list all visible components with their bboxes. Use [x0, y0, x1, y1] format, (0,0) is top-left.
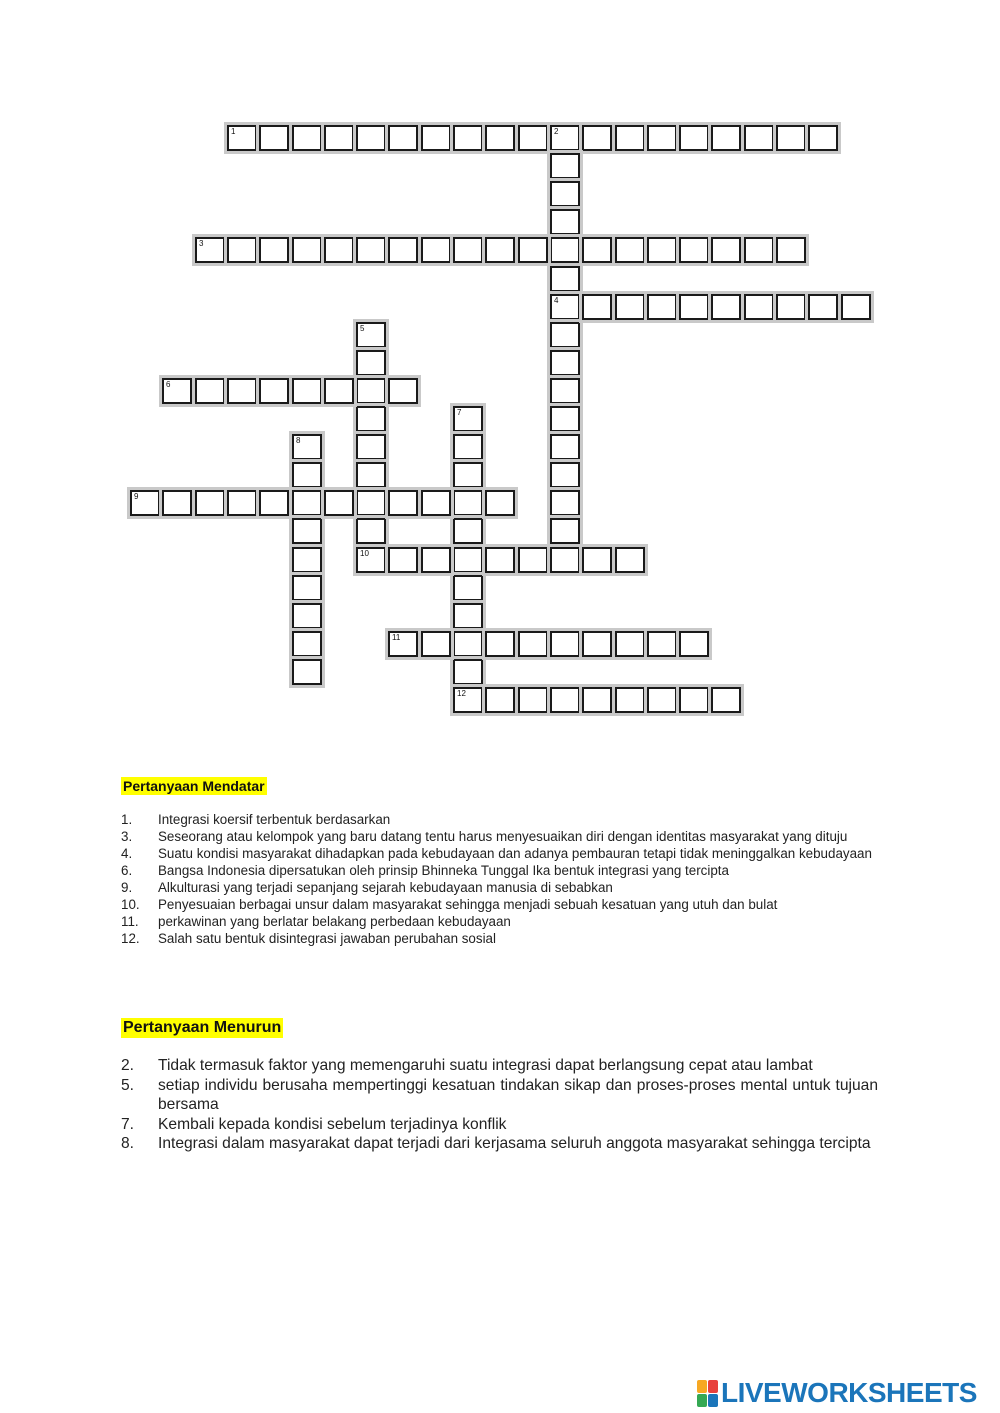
crossword-cell[interactable] [679, 237, 709, 263]
crossword-cell[interactable] [388, 125, 418, 151]
crossword-cell[interactable] [195, 378, 225, 404]
crossword-cell[interactable] [356, 518, 386, 544]
across-clue [121, 845, 878, 862]
crossword-cell[interactable] [453, 659, 483, 685]
clue-text: Tidak termasuk faktor yang memengaruhi suatu integrasi dapat berlangsung cepat atau lambat [158, 1057, 813, 1074]
crossword-cell[interactable] [550, 687, 580, 713]
crossword-cell[interactable] [453, 518, 483, 544]
clue-text: Penyesuaian berbagai unsur dalam masyarakat sehingga menjadi sebuah kesatuan yang utuh dan bulat [158, 897, 778, 912]
crossword-cell[interactable] [582, 237, 612, 263]
crossword-cell[interactable] [453, 237, 483, 263]
crossword-cell[interactable] [259, 378, 289, 404]
crossword-cell[interactable] [292, 659, 322, 685]
crossword-cell[interactable] [453, 434, 483, 460]
crossword-cell[interactable] [841, 294, 871, 320]
crossword-cell[interactable] [550, 237, 580, 263]
crossword-cell[interactable] [518, 687, 548, 713]
clue-number: 11. [121, 914, 139, 929]
crossword-cell[interactable] [485, 547, 515, 573]
crossword-cell[interactable] [582, 125, 612, 151]
crossword-cell[interactable] [292, 462, 322, 488]
crossword-cell[interactable] [453, 547, 483, 573]
across-clue [121, 896, 878, 913]
crossword-cell[interactable] [162, 490, 192, 516]
crossword-cell[interactable] [453, 406, 483, 432]
crossword-cell[interactable] [550, 406, 580, 432]
crossword-cell[interactable] [388, 490, 418, 516]
logo-text: LIVEWORKSHEETS [721, 1377, 977, 1408]
crossword-cell[interactable] [679, 631, 709, 657]
logo-tile [697, 1380, 707, 1393]
crossword-cell[interactable] [550, 125, 580, 151]
down-clue [121, 1076, 878, 1115]
crossword-cell[interactable] [421, 125, 451, 151]
crossword-cell[interactable] [292, 547, 322, 573]
crossword-cell[interactable] [647, 294, 677, 320]
crossword-cell[interactable] [550, 631, 580, 657]
crossword-cell[interactable] [808, 294, 838, 320]
crossword-cell[interactable] [615, 687, 645, 713]
crossword-cell[interactable] [550, 518, 580, 544]
crossword-cell[interactable] [388, 547, 418, 573]
crossword-cell[interactable] [582, 294, 612, 320]
crossword-cell[interactable] [292, 575, 322, 601]
liveworksheets-logo [697, 1376, 977, 1410]
crossword-cell[interactable] [485, 125, 515, 151]
crossword-cell[interactable] [356, 490, 386, 516]
crossword-cell[interactable] [227, 490, 257, 516]
clue-number: 4. [121, 846, 133, 861]
crossword-cell[interactable] [162, 378, 192, 404]
across-title: Pertanyaan Mendatar [123, 778, 265, 794]
crossword-cell[interactable] [324, 237, 354, 263]
crossword-cell[interactable] [550, 547, 580, 573]
crossword-cell[interactable] [453, 125, 483, 151]
crossword-cell[interactable] [292, 603, 322, 629]
crossword-cell[interactable] [711, 125, 741, 151]
clue-number: 7. [121, 1115, 135, 1133]
across-clue-list [121, 811, 878, 947]
crossword-cell[interactable] [259, 125, 289, 151]
crossword-cell[interactable] [388, 378, 418, 404]
crossword-cell[interactable] [615, 237, 645, 263]
clue-number: 2. [121, 1057, 135, 1074]
crossword-cell[interactable] [550, 209, 580, 235]
crossword-cell[interactable] [292, 490, 322, 516]
clue-text: Alkulturasi yang terjadi sepanjang sejarah kebudayaan manusia di sebabkan [158, 880, 613, 895]
crossword-cell[interactable] [550, 181, 580, 207]
crossword-cell[interactable] [615, 631, 645, 657]
crossword-cell[interactable] [647, 631, 677, 657]
crossword-cell[interactable] [711, 237, 741, 263]
across-clue [121, 811, 878, 828]
crossword-cell[interactable] [711, 687, 741, 713]
crossword-cell[interactable] [453, 603, 483, 629]
crossword-cell[interactable] [615, 547, 645, 573]
down-clue-list [121, 1056, 878, 1154]
crossword-cell[interactable] [550, 462, 580, 488]
crossword-cell[interactable] [550, 266, 580, 292]
crossword-cell[interactable] [324, 490, 354, 516]
crossword-cell[interactable] [356, 406, 386, 432]
crossword-cell[interactable] [518, 237, 548, 263]
clue-number: 6. [121, 863, 133, 878]
crossword-cell[interactable] [421, 237, 451, 263]
crossword-cell[interactable] [227, 237, 257, 263]
clue-text: Salah satu bentuk disintegrasi jawaban perubahan sosial [158, 931, 496, 946]
crossword-cell[interactable] [259, 490, 289, 516]
crossword-cell[interactable] [324, 378, 354, 404]
crossword-cell[interactable] [744, 237, 774, 263]
crossword-cell[interactable] [421, 547, 451, 573]
clue-number-label: 8 [296, 436, 301, 445]
crossword-cell[interactable] [356, 462, 386, 488]
crossword-cell[interactable] [453, 631, 483, 657]
crossword-cell[interactable] [356, 434, 386, 460]
crossword-cell[interactable] [259, 237, 289, 263]
crossword-cell[interactable] [776, 237, 806, 263]
crossword-cell[interactable] [711, 294, 741, 320]
down-title: Pertanyaan Menurun [123, 1019, 282, 1036]
crossword-cell[interactable] [518, 547, 548, 573]
clue-number-label: 7 [457, 408, 462, 417]
crossword-cell[interactable] [582, 547, 612, 573]
crossword-cell[interactable] [518, 125, 548, 151]
crossword-cell[interactable] [485, 490, 515, 516]
crossword-cell[interactable] [518, 631, 548, 657]
crossword-cell[interactable] [356, 350, 386, 376]
crossword-cell[interactable] [550, 322, 580, 348]
across-clue [121, 913, 878, 930]
across-clue [121, 879, 878, 896]
crossword-cell[interactable] [195, 237, 225, 263]
crossword-cell[interactable] [550, 294, 580, 320]
crossword-cell[interactable] [292, 237, 322, 263]
crossword-cell[interactable] [130, 490, 160, 516]
clue-number-label: 11 [392, 633, 401, 642]
crossword-cell[interactable] [776, 294, 806, 320]
clue-text: setiap individu berusaha mempertinggi kesatuan tindakan sikap dan proses-proses mental untuk tujuan bersama [158, 1076, 878, 1113]
crossword-cell[interactable] [227, 125, 257, 151]
clue-number-label: 6 [166, 380, 171, 389]
clue-text: Seseorang atau kelompok yang baru datang tentu harus menyesuaikan diri dengan identitas masyarakat yang dituju [158, 829, 848, 844]
clue-number-label: 1 [231, 127, 236, 136]
crossword-cell[interactable] [615, 125, 645, 151]
crossword-cell[interactable] [647, 237, 677, 263]
crossword-cell[interactable] [227, 378, 257, 404]
clue-text: Integrasi dalam masyarakat dapat terjadi dari kerjasama seluruh anggota masyarakat sehingga tercipta [158, 1135, 871, 1152]
crossword-cell[interactable] [550, 490, 580, 516]
clue-number-label: 12 [457, 689, 466, 698]
crossword-cell[interactable] [324, 125, 354, 151]
crossword-cell[interactable] [485, 687, 515, 713]
crossword-cell[interactable] [292, 434, 322, 460]
clue-text: Integrasi koersif terbentuk berdasarkan [158, 812, 391, 827]
crossword-cell[interactable] [744, 294, 774, 320]
crossword-cell[interactable] [744, 125, 774, 151]
clue-number-label: 5 [360, 324, 365, 333]
clue-number-label: 4 [554, 296, 559, 305]
crossword-cell[interactable] [356, 378, 386, 404]
down-clue [121, 1134, 878, 1154]
crossword-cell[interactable] [421, 490, 451, 516]
clue-number-label: 10 [360, 549, 369, 558]
clue-text: Kembali kepada kondisi sebelum terjadinya konflik [158, 1115, 507, 1133]
down-clue [121, 1056, 878, 1076]
crossword-cell[interactable] [453, 687, 483, 713]
crossword-cell[interactable] [388, 631, 418, 657]
crossword-cell[interactable] [195, 490, 225, 516]
logo-tile [708, 1380, 718, 1393]
across-clue [121, 828, 878, 845]
crossword-cell[interactable] [679, 687, 709, 713]
logo-tile [697, 1394, 707, 1407]
crossword-cell[interactable] [485, 237, 515, 263]
crossword-cell[interactable] [292, 518, 322, 544]
clue-number: 8. [121, 1135, 135, 1152]
crossword-cell[interactable] [421, 631, 451, 657]
crossword-cell[interactable] [647, 125, 677, 151]
clue-number: 5. [121, 1076, 135, 1094]
down-clue [121, 1115, 878, 1135]
crossword-cell[interactable] [453, 575, 483, 601]
crossword-cell[interactable] [776, 125, 806, 151]
crossword-cell[interactable] [388, 237, 418, 263]
crossword-cell[interactable] [550, 434, 580, 460]
crossword-cell[interactable] [356, 237, 386, 263]
crossword-cell[interactable] [292, 631, 322, 657]
crossword-cell[interactable] [292, 125, 322, 151]
clue-text: perkawinan yang berlatar belakang perbedaan kebudayaan [158, 914, 511, 929]
crossword-cell[interactable] [550, 350, 580, 376]
crossword-cell[interactable] [647, 687, 677, 713]
crossword-cell[interactable] [615, 294, 645, 320]
crossword-cell[interactable] [485, 631, 515, 657]
clue-text: Bangsa Indonesia dipersatukan oleh prinsip Bhinneka Tunggal Ika bentuk integrasi yang tercipta [158, 863, 729, 878]
clue-number: 9. [121, 880, 133, 895]
logo-mark-icon [697, 1380, 718, 1407]
clue-number: 12. [121, 931, 140, 946]
crossword-cell[interactable] [582, 687, 612, 713]
clue-number: 3. [121, 829, 133, 844]
clue-number-label: 3 [199, 239, 204, 248]
crossword-cell[interactable] [679, 294, 709, 320]
crossword-cell[interactable] [550, 378, 580, 404]
crossword-cell[interactable] [453, 490, 483, 516]
crossword-cell[interactable] [582, 631, 612, 657]
crossword-cell[interactable] [356, 547, 386, 573]
clue-number: 1. [121, 812, 133, 827]
across-clue [121, 930, 878, 947]
across-clue [121, 862, 878, 879]
crossword-cell[interactable] [679, 125, 709, 151]
crossword-cell[interactable] [550, 153, 580, 179]
crossword-cell[interactable] [808, 125, 838, 151]
crossword-cell[interactable] [356, 125, 386, 151]
crossword-cell[interactable] [356, 322, 386, 348]
clue-text: Suatu kondisi masyarakat dihadapkan pada kebudayaan dan adanya pembauran tetapi tidak meninggalkan kebudayaan [158, 846, 872, 861]
crossword-cell[interactable] [453, 462, 483, 488]
clue-number-label: 2 [554, 127, 559, 136]
logo-tile [708, 1394, 718, 1407]
clue-number: 10. [121, 897, 140, 912]
crossword-cell[interactable] [292, 378, 322, 404]
clue-number-label: 9 [134, 492, 139, 501]
